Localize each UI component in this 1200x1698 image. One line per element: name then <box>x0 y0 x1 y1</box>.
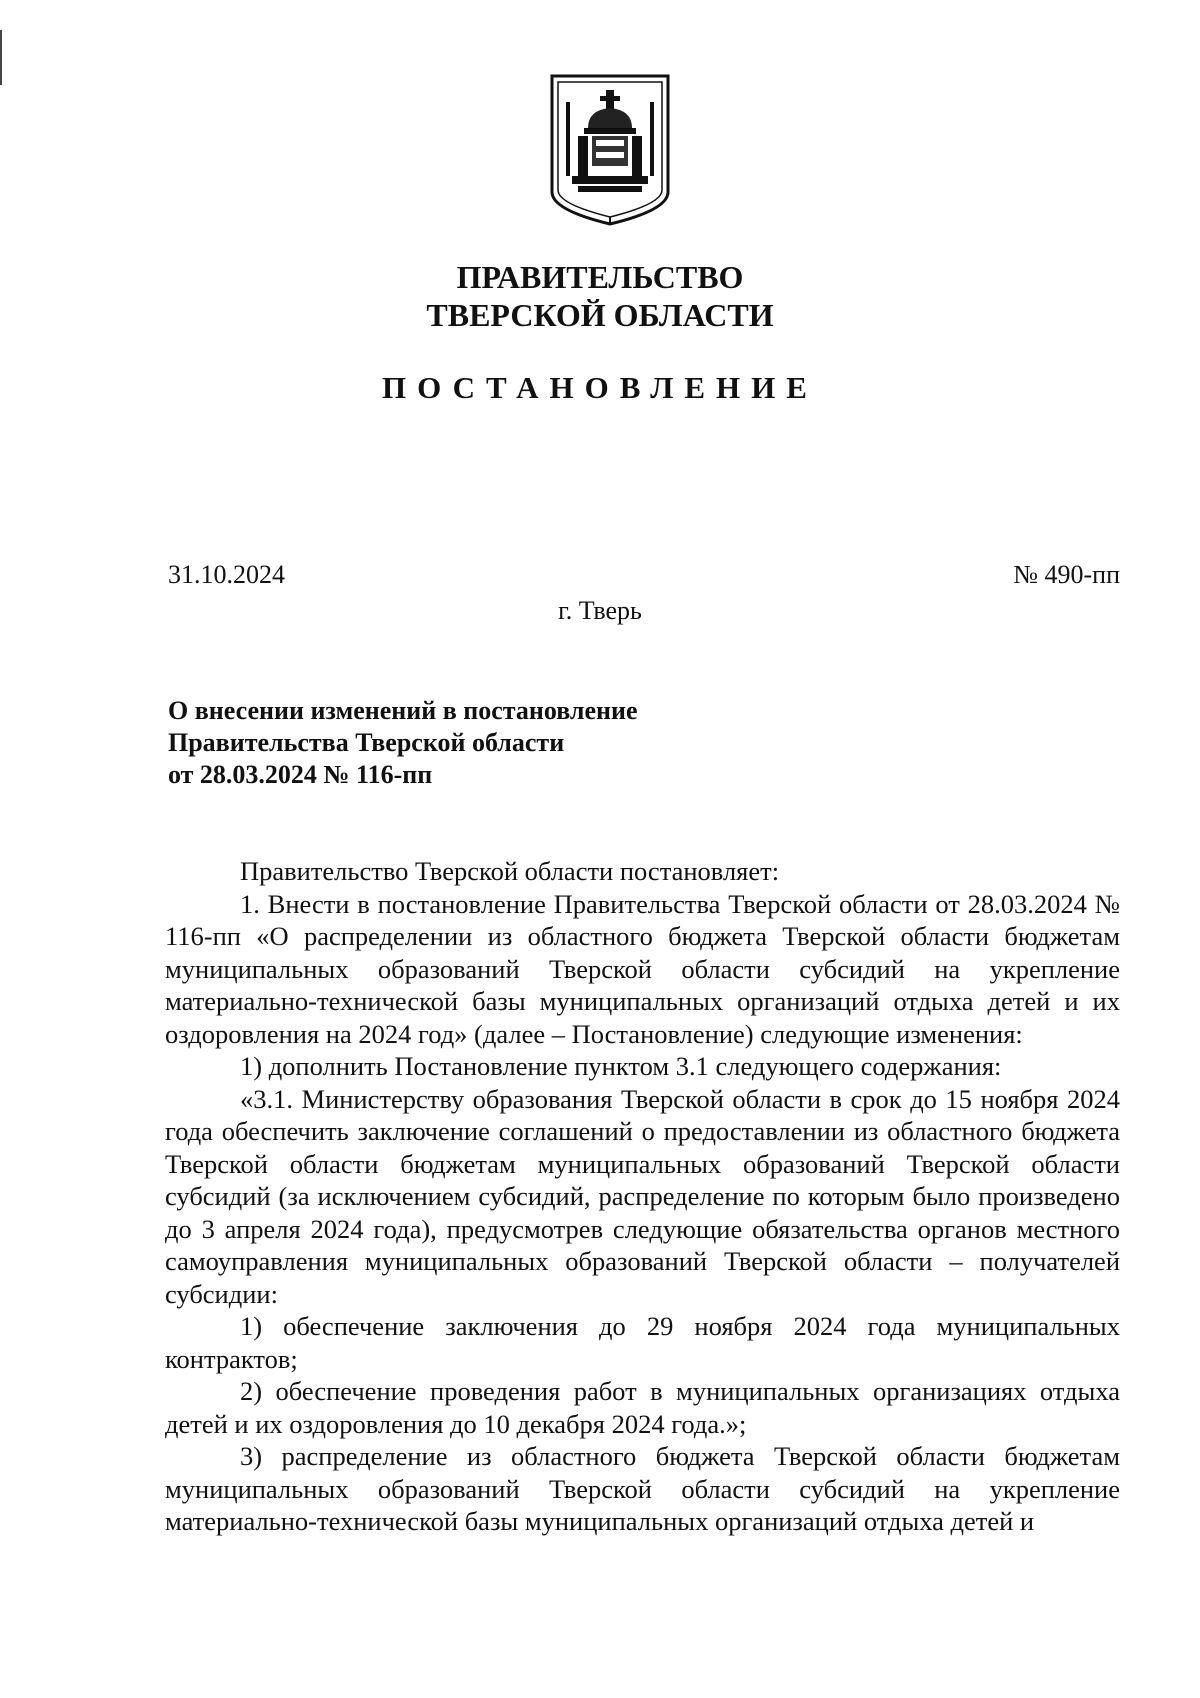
document-body <box>165 855 1120 1538</box>
document-city: г. Тверь <box>558 596 642 625</box>
body-paragraph: 1) дополнить Постановление пунктом 3.1 следующего содержания: <box>240 1051 1002 1081</box>
subject-line1: О внесении изменений в постановление <box>168 696 638 725</box>
body-paragraph: «3.1. Министерству образования Тверской области в срок до 15 ноября 2024 года обеспечить заключение соглашений о предоставлении из областного бюджета Тверской области бюджетам муниципальных образований Тверской области субсидий (за исключением субсидий, распределение по которым было произведено до 3 апреля 2024 года), предусмотрев следующие обязательства органов местного самоуправления муниципальных образований Тверской области – получателей субсидии: <box>165 1083 1120 1309</box>
document-date: 31.10.2024 <box>168 560 285 589</box>
body-paragraph: 1. Внести в постановление Правительства Тверской области от 28.03.2024 № 116-пп «О распределении из областного бюджета Тверской области бюджетам муниципальных образований Тверской области субсидий на укрепление материально-технической базы муниципальных организаций отдыха детей и их оздоровления на 2024 год» (далее – Постановление) следующие изменения: <box>165 888 1120 1049</box>
body-paragraph: 1) обеспечение заключения до 29 ноября 2024 года муниципальных контрактов; <box>165 1311 1120 1374</box>
government-title-line2: ТВЕРСКОЙ ОБЛАСТИ <box>426 297 774 333</box>
government-title <box>0 258 1200 334</box>
tver-coat-of-arms-icon <box>548 72 672 228</box>
subject-line2: Правительства Тверской области <box>168 728 565 757</box>
scan-edge-line <box>0 30 2 85</box>
government-title-line1: ПРАВИТЕЛЬСТВО <box>456 259 744 295</box>
body-paragraph: Правительство Тверской области постановляет: <box>240 856 780 886</box>
document-number: № 490-пп <box>1013 560 1120 589</box>
document-subject <box>168 695 638 791</box>
body-paragraph: 3) распределение из областного бюджета Тверской области бюджетам муниципальных образований Тверской области субсидий на укрепление материально-технической базы муниципальных организаций отдыха детей и <box>165 1441 1120 1536</box>
document-type-heading: ПОСТАНОВЛЕНИЕ <box>382 370 818 405</box>
subject-line3: от 28.03.2024 № 116-пп <box>168 760 433 789</box>
body-paragraph: 2) обеспечение проведения работ в муниципальных организациях отдыха детей и их оздоровления до 10 декабря 2024 года.»; <box>165 1376 1120 1439</box>
